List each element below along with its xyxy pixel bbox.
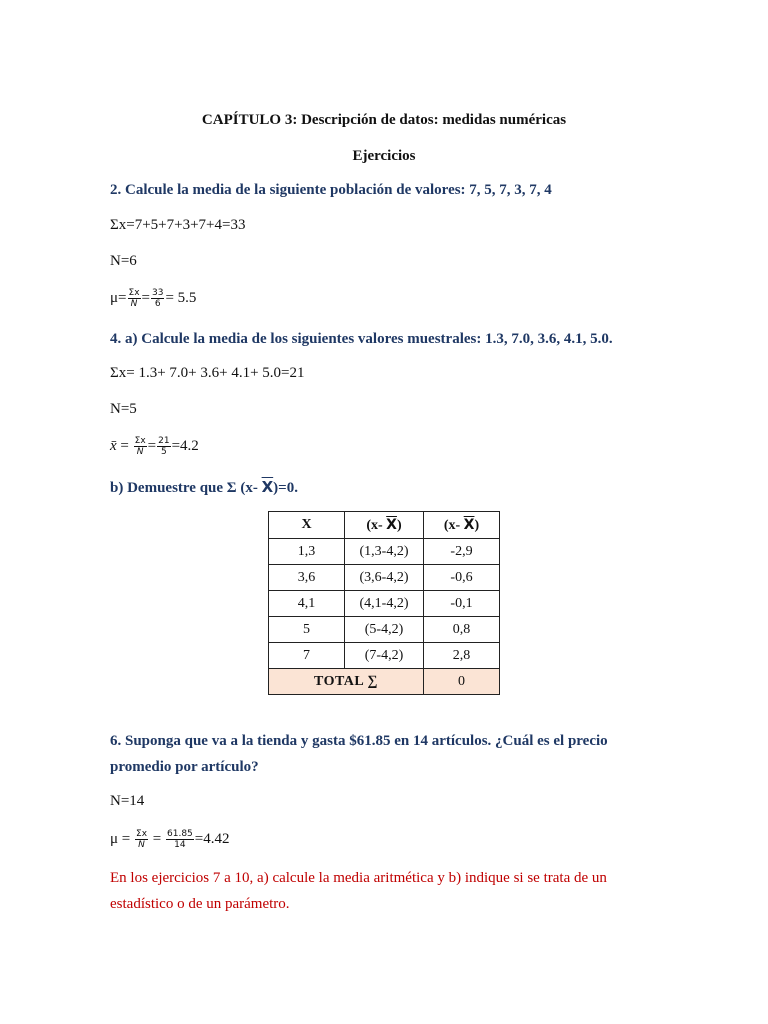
mean-result: = 5.5 [165, 289, 197, 306]
equals: = [141, 289, 150, 306]
equals: = [147, 437, 157, 454]
equals: = [149, 830, 165, 847]
exercise-4-n: N=5 [110, 401, 137, 417]
deviation-table [268, 511, 500, 695]
table-row [269, 539, 500, 565]
fraction-sum-over-n: $\frac{\Sigma x}{N}$ [128, 288, 140, 309]
total-value: 0 [424, 669, 500, 695]
chapter-title: CAPÍTULO 3: Descripción de datos: medidas numéricas [201, 112, 567, 128]
mu-prefix: μ = [110, 830, 135, 847]
cell-expr: (5-4,2) [345, 617, 424, 643]
header-x: X [269, 512, 345, 539]
exercise-2-question: 2. Calcule la media de la siguiente población de valores: 7, 5, 7, 3, 7, 4 [110, 182, 552, 198]
fraction-sum-over-n: $\frac{\Sigma x}{N}$ [134, 436, 146, 457]
table-row [269, 617, 500, 643]
mean-result: =4.2 [171, 437, 199, 454]
cell-x: 7 [269, 643, 345, 669]
exercise-6-question-line2: promedio por artículo? [110, 759, 259, 775]
exercise-2-mean-formula [110, 288, 196, 309]
cell-x: 3,6 [269, 565, 345, 591]
mu-prefix: μ= [110, 289, 127, 306]
cell-value: 0,8 [424, 617, 500, 643]
cell-expr: (7-4,2) [345, 643, 424, 669]
cell-x: 5 [269, 617, 345, 643]
exercise-4a-question: 4. a) Calcule la media de los siguientes valores muestrales: 1.3, 7.0, 3.6, 4.1, 5.0. [110, 331, 613, 347]
fraction-values: $\frac{61.85}{14}$ [167, 829, 193, 850]
table-header-row [269, 512, 500, 539]
exercise-6-question-line1: 6. Suponga que va a la tienda y gasta $61.85 en 14 artículos. ¿Cuál es el precio [110, 733, 608, 749]
table-row [269, 591, 500, 617]
note-line1: En los ejercicios 7 a 10, a) calcule la media aritmética y b) indique si se trata de un [110, 870, 607, 886]
exercise-4b-question: b) Demuestre que Σ (x- $\overline{X})=0$. [110, 478, 298, 496]
note-line2: estadístico o de un parámetro. [110, 896, 290, 912]
cell-value: -2,9 [424, 539, 500, 565]
cell-expr: (3,6-4,2) [345, 565, 424, 591]
exercise-4-sum: Σx= 1.3+ 7.0+ 3.6+ 4.1+ 5.0=21 [110, 365, 305, 381]
header-deviation-value: (x- $\overline{X}$) [424, 512, 500, 539]
xbar-symbol: x̄ [110, 437, 117, 454]
exercise-2-sum: Σx=7+5+7+3+7+4=33 [110, 217, 246, 233]
cell-value: -0,1 [424, 591, 500, 617]
cell-expr: (1,3-4,2) [345, 539, 424, 565]
cell-value: -0,6 [424, 565, 500, 591]
table-total-row [269, 669, 500, 695]
exercise-6-mean-formula [110, 829, 229, 850]
cell-expr: (4,1-4,2) [345, 591, 424, 617]
equals: = [116, 437, 133, 454]
fraction-values: $\frac{21}{5}$ [158, 436, 170, 457]
table-row [269, 643, 500, 669]
fraction-values: $\frac{33}{6}$ [152, 288, 164, 309]
cell-x: 1,3 [269, 539, 345, 565]
cell-x: 4,1 [269, 591, 345, 617]
cell-value: 2,8 [424, 643, 500, 669]
total-label: TOTAL ∑ [269, 669, 424, 695]
header-deviation-expr: (x- $\overline{X}$) [345, 512, 424, 539]
exercise-2-n: N=6 [110, 253, 137, 269]
exercises-heading: Ejercicios [352, 148, 416, 164]
exercise-4-mean-formula [110, 436, 199, 457]
mean-result: =4.42 [194, 830, 230, 847]
table-row [269, 565, 500, 591]
exercise-6-n: N=14 [110, 793, 145, 809]
fraction-sum-over-n: $\frac{\Sigma x}{N}$ [136, 829, 148, 850]
